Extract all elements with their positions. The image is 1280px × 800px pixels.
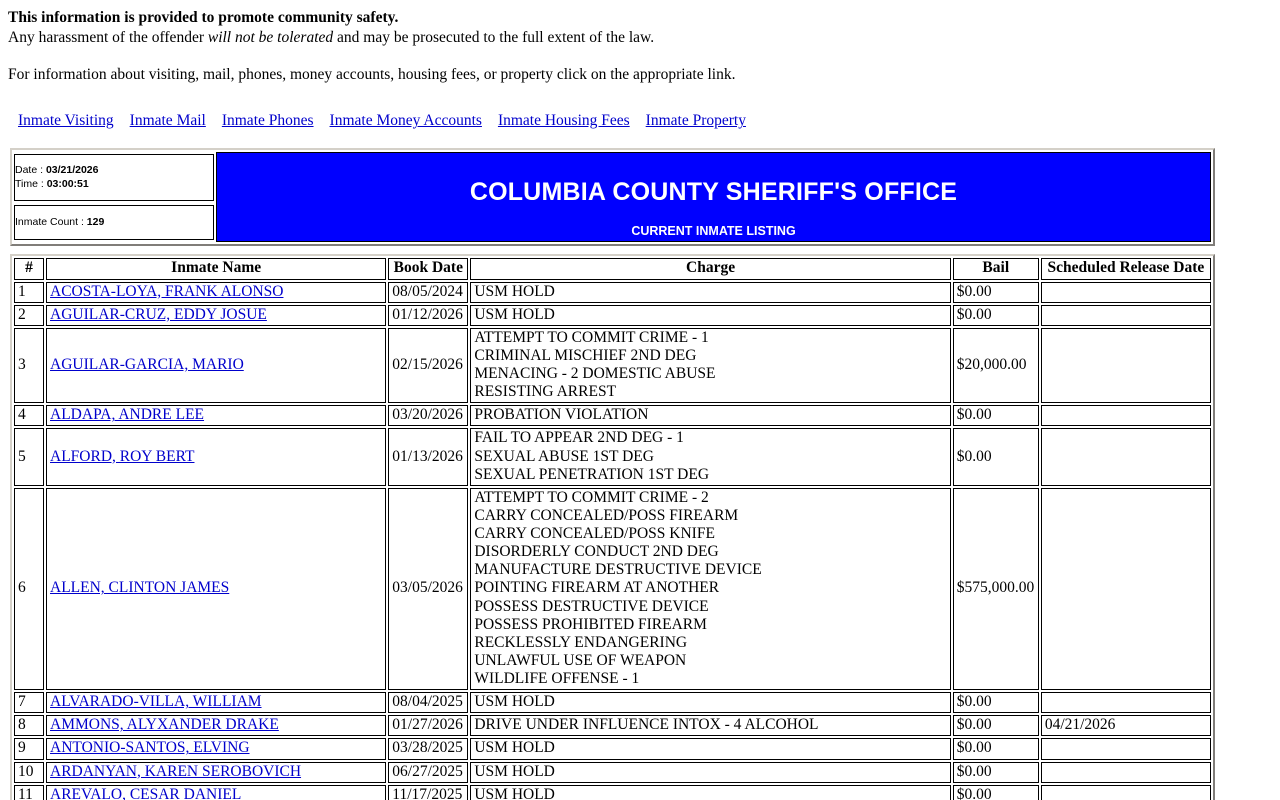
inmate-count-value: 129	[86, 216, 105, 229]
cell-bail: $0.00	[953, 428, 1039, 485]
charge-line: POSSESS PROHIBITED FIREARM	[474, 615, 707, 633]
table-row	[14, 762, 1211, 783]
cell-bail: $575,000.00	[953, 488, 1039, 690]
header-bail: Bail	[953, 258, 1039, 279]
cell-book-date: 11/17/2025	[388, 785, 468, 800]
charge-line: RESISTING ARREST	[474, 383, 617, 401]
cell-inmate-name	[46, 328, 386, 404]
intro-line-2-suffix: and may be prosecuted to the full extent of the law.	[333, 28, 655, 46]
cell-bail: $0.00	[953, 762, 1039, 783]
charge-line: ATTEMPT TO COMMIT CRIME - 1	[474, 328, 709, 346]
cell-book-date: 08/05/2024	[388, 282, 468, 303]
inmate-name-link[interactable]: AMMONS, ALYXANDER DRAKE	[50, 716, 279, 734]
table-row	[14, 715, 1211, 736]
cell-scheduled-release-date: 04/21/2026	[1041, 715, 1211, 736]
cell-charge	[470, 428, 950, 485]
cell-scheduled-release-date	[1041, 738, 1211, 759]
inmate-name-link[interactable]: ANTONIO-SANTOS, ELVING	[50, 739, 250, 757]
inmate-name-link[interactable]: AGUILAR-GARCIA, MARIO	[50, 356, 244, 374]
charge-line: USM HOLD	[474, 305, 555, 323]
header-book-date: Book Date	[388, 258, 468, 279]
cell-inmate-name	[46, 692, 386, 713]
cell-charge	[470, 738, 950, 759]
cell-charge	[470, 785, 950, 800]
time-value: 03:00:51	[46, 177, 89, 190]
cell-bail: $20,000.00	[953, 328, 1039, 404]
table-row	[14, 328, 1211, 404]
inmate-name-link[interactable]: AREVALO, CESAR DANIEL	[50, 785, 242, 800]
cell-row-number: 9	[14, 738, 44, 759]
charge-line: CARRY CONCEALED/POSS FIREARM	[474, 506, 739, 524]
charge-line: RECKLESSLY ENDANGERING	[474, 633, 688, 651]
cell-bail: $0.00	[953, 405, 1039, 426]
cell-book-date: 01/13/2026	[388, 428, 468, 485]
cell-inmate-name	[46, 762, 386, 783]
inmate-services-linkbar	[18, 112, 1280, 130]
charge-line: UNLAWFUL USE OF WEAPON	[474, 651, 687, 669]
cell-row-number: 4	[14, 405, 44, 426]
cell-book-date: 02/15/2026	[388, 328, 468, 404]
table-row	[14, 305, 1211, 326]
cell-inmate-name	[46, 715, 386, 736]
cell-bail: $0.00	[953, 785, 1039, 800]
date-label: Date :	[15, 164, 46, 177]
charge-line: DRIVE UNDER INFLUENCE INTOX - 4 ALCOHOL	[474, 716, 819, 734]
cell-scheduled-release-date	[1041, 282, 1211, 303]
cell-scheduled-release-date	[1041, 305, 1211, 326]
cell-row-number: 11	[14, 785, 44, 800]
intro-line-2-italic: will not be tolerated	[207, 28, 334, 46]
link-inmate-phones[interactable]: Inmate Phones	[221, 112, 314, 130]
intro-line-2	[8, 28, 1280, 48]
charge-line: MENACING - 2 DOMESTIC ABUSE	[474, 365, 716, 383]
cell-charge	[470, 328, 950, 404]
charge-line: MANUFACTURE DESTRUCTIVE DEVICE	[474, 561, 762, 579]
table-body	[14, 282, 1211, 800]
charge-line: USM HOLD	[474, 282, 555, 300]
charge-line: PROBATION VIOLATION	[474, 406, 649, 424]
cell-bail: $0.00	[953, 692, 1039, 713]
link-inmate-money-accounts[interactable]: Inmate Money Accounts	[329, 112, 482, 130]
cell-charge	[470, 405, 950, 426]
cell-charge	[470, 715, 950, 736]
cell-row-number: 6	[14, 488, 44, 690]
charge-line: USM HOLD	[474, 693, 555, 711]
cell-inmate-name	[46, 488, 386, 690]
cell-scheduled-release-date	[1041, 692, 1211, 713]
cell-book-date: 01/12/2026	[388, 305, 468, 326]
cell-bail: $0.00	[953, 282, 1039, 303]
date-row	[15, 164, 213, 178]
inmate-count-label: Inmate Count :	[15, 216, 87, 229]
table-row	[14, 738, 1211, 759]
charge-line: USM HOLD	[474, 785, 555, 800]
charge-line: WILDLIFE OFFENSE - 1	[474, 670, 640, 688]
cell-inmate-name	[46, 738, 386, 759]
intro-line-1: This information is provided to promote community safety.	[8, 9, 399, 26]
cell-charge	[470, 762, 950, 783]
inmate-count-box	[14, 205, 214, 240]
cell-charge	[470, 488, 950, 690]
inmate-name-link[interactable]: ACOSTA-LOYA, FRANK ALONSO	[50, 282, 284, 300]
cell-scheduled-release-date	[1041, 488, 1211, 690]
inmate-listing-panel	[10, 254, 1215, 800]
link-inmate-property[interactable]: Inmate Property	[645, 112, 746, 130]
header-inmate-name: Inmate Name	[46, 258, 386, 279]
link-inmate-housing-fees[interactable]: Inmate Housing Fees	[497, 112, 630, 130]
cell-row-number: 10	[14, 762, 44, 783]
table-row	[14, 488, 1211, 690]
header-charge: Charge	[470, 258, 950, 279]
cell-inmate-name	[46, 282, 386, 303]
agency-subtitle: CURRENT INMATE LISTING	[631, 223, 796, 238]
charge-line: CRIMINAL MISCHIEF 2ND DEG	[474, 346, 697, 364]
cell-scheduled-release-date	[1041, 405, 1211, 426]
cell-row-number: 8	[14, 715, 44, 736]
table-header-row	[14, 258, 1211, 279]
cell-charge	[470, 692, 950, 713]
cell-row-number: 7	[14, 692, 44, 713]
cell-scheduled-release-date	[1041, 428, 1211, 485]
cell-row-number: 2	[14, 305, 44, 326]
intro-line-3: For information about visiting, mail, phones, money accounts, housing fees, or property click on the appropriate link.	[8, 65, 736, 83]
time-row	[15, 178, 213, 192]
charge-line: USM HOLD	[474, 739, 555, 757]
agency-title: COLUMBIA COUNTY SHERIFF'S OFFICE	[469, 177, 958, 206]
charge-line: POSSESS DESTRUCTIVE DEVICE	[474, 597, 709, 615]
charge-line: ATTEMPT TO COMMIT CRIME - 2	[474, 488, 709, 506]
cell-book-date: 08/04/2025	[388, 692, 468, 713]
inmate-name-link[interactable]: ALVARADO-VILLA, WILLIAM	[50, 693, 262, 711]
cell-scheduled-release-date	[1041, 762, 1211, 783]
agency-banner	[216, 152, 1211, 242]
intro-line-2-prefix: Any harassment of the offender	[8, 28, 208, 46]
table-row	[14, 405, 1211, 426]
cell-bail: $0.00	[953, 305, 1039, 326]
inmate-name-link[interactable]: ALLEN, CLINTON JAMES	[50, 579, 230, 597]
cell-inmate-name	[46, 405, 386, 426]
table-row	[14, 428, 1211, 485]
cell-inmate-name	[46, 785, 386, 800]
charge-line: FAIL TO APPEAR 2ND DEG - 1	[474, 429, 684, 447]
cell-row-number: 1	[14, 282, 44, 303]
status-panel	[14, 152, 214, 242]
table-row	[14, 282, 1211, 303]
inmate-name-link[interactable]: ARDANYAN, KAREN SEROBOVICH	[50, 762, 302, 780]
table-row	[14, 692, 1211, 713]
cell-row-number: 5	[14, 428, 44, 485]
banner-panel	[10, 148, 1215, 246]
charge-line: POINTING FIREARM AT ANOTHER	[474, 579, 720, 597]
intro-block	[8, 8, 1280, 84]
header-num: #	[14, 258, 44, 279]
header-scheduled-release-date: Scheduled Release Date	[1041, 258, 1211, 279]
cell-row-number: 3	[14, 328, 44, 404]
cell-book-date: 03/20/2026	[388, 405, 468, 426]
cell-bail: $0.00	[953, 738, 1039, 759]
inmate-listing-table	[12, 256, 1213, 800]
inmate-name-link[interactable]: ALDAPA, ANDRE LEE	[50, 406, 205, 424]
table-row	[14, 785, 1211, 800]
charge-line: SEXUAL ABUSE 1ST DEG	[474, 447, 654, 465]
charge-line: DISORDERLY CONDUCT 2ND DEG	[474, 543, 719, 561]
date-value: 03/21/2026	[45, 164, 99, 177]
cell-inmate-name	[46, 305, 386, 326]
cell-charge	[470, 282, 950, 303]
cell-inmate-name	[46, 428, 386, 485]
cell-book-date: 03/28/2025	[388, 738, 468, 759]
charge-line: CARRY CONCEALED/POSS KNIFE	[474, 525, 715, 543]
cell-book-date: 03/05/2026	[388, 488, 468, 690]
cell-bail: $0.00	[953, 715, 1039, 736]
time-label: Time :	[15, 177, 47, 190]
link-inmate-mail[interactable]: Inmate Mail	[129, 112, 206, 130]
charge-line: SEXUAL PENETRATION 1ST DEG	[474, 465, 710, 483]
cell-book-date: 01/27/2026	[388, 715, 468, 736]
cell-book-date: 06/27/2025	[388, 762, 468, 783]
cell-scheduled-release-date	[1041, 785, 1211, 800]
inmate-name-link[interactable]: ALFORD, ROY BERT	[50, 447, 195, 465]
cell-scheduled-release-date	[1041, 328, 1211, 404]
charge-line: USM HOLD	[474, 762, 555, 780]
link-inmate-visiting[interactable]: Inmate Visiting	[18, 112, 114, 130]
inmate-name-link[interactable]: AGUILAR-CRUZ, EDDY JOSUE	[50, 305, 267, 323]
datetime-box	[14, 154, 214, 201]
cell-charge	[470, 305, 950, 326]
